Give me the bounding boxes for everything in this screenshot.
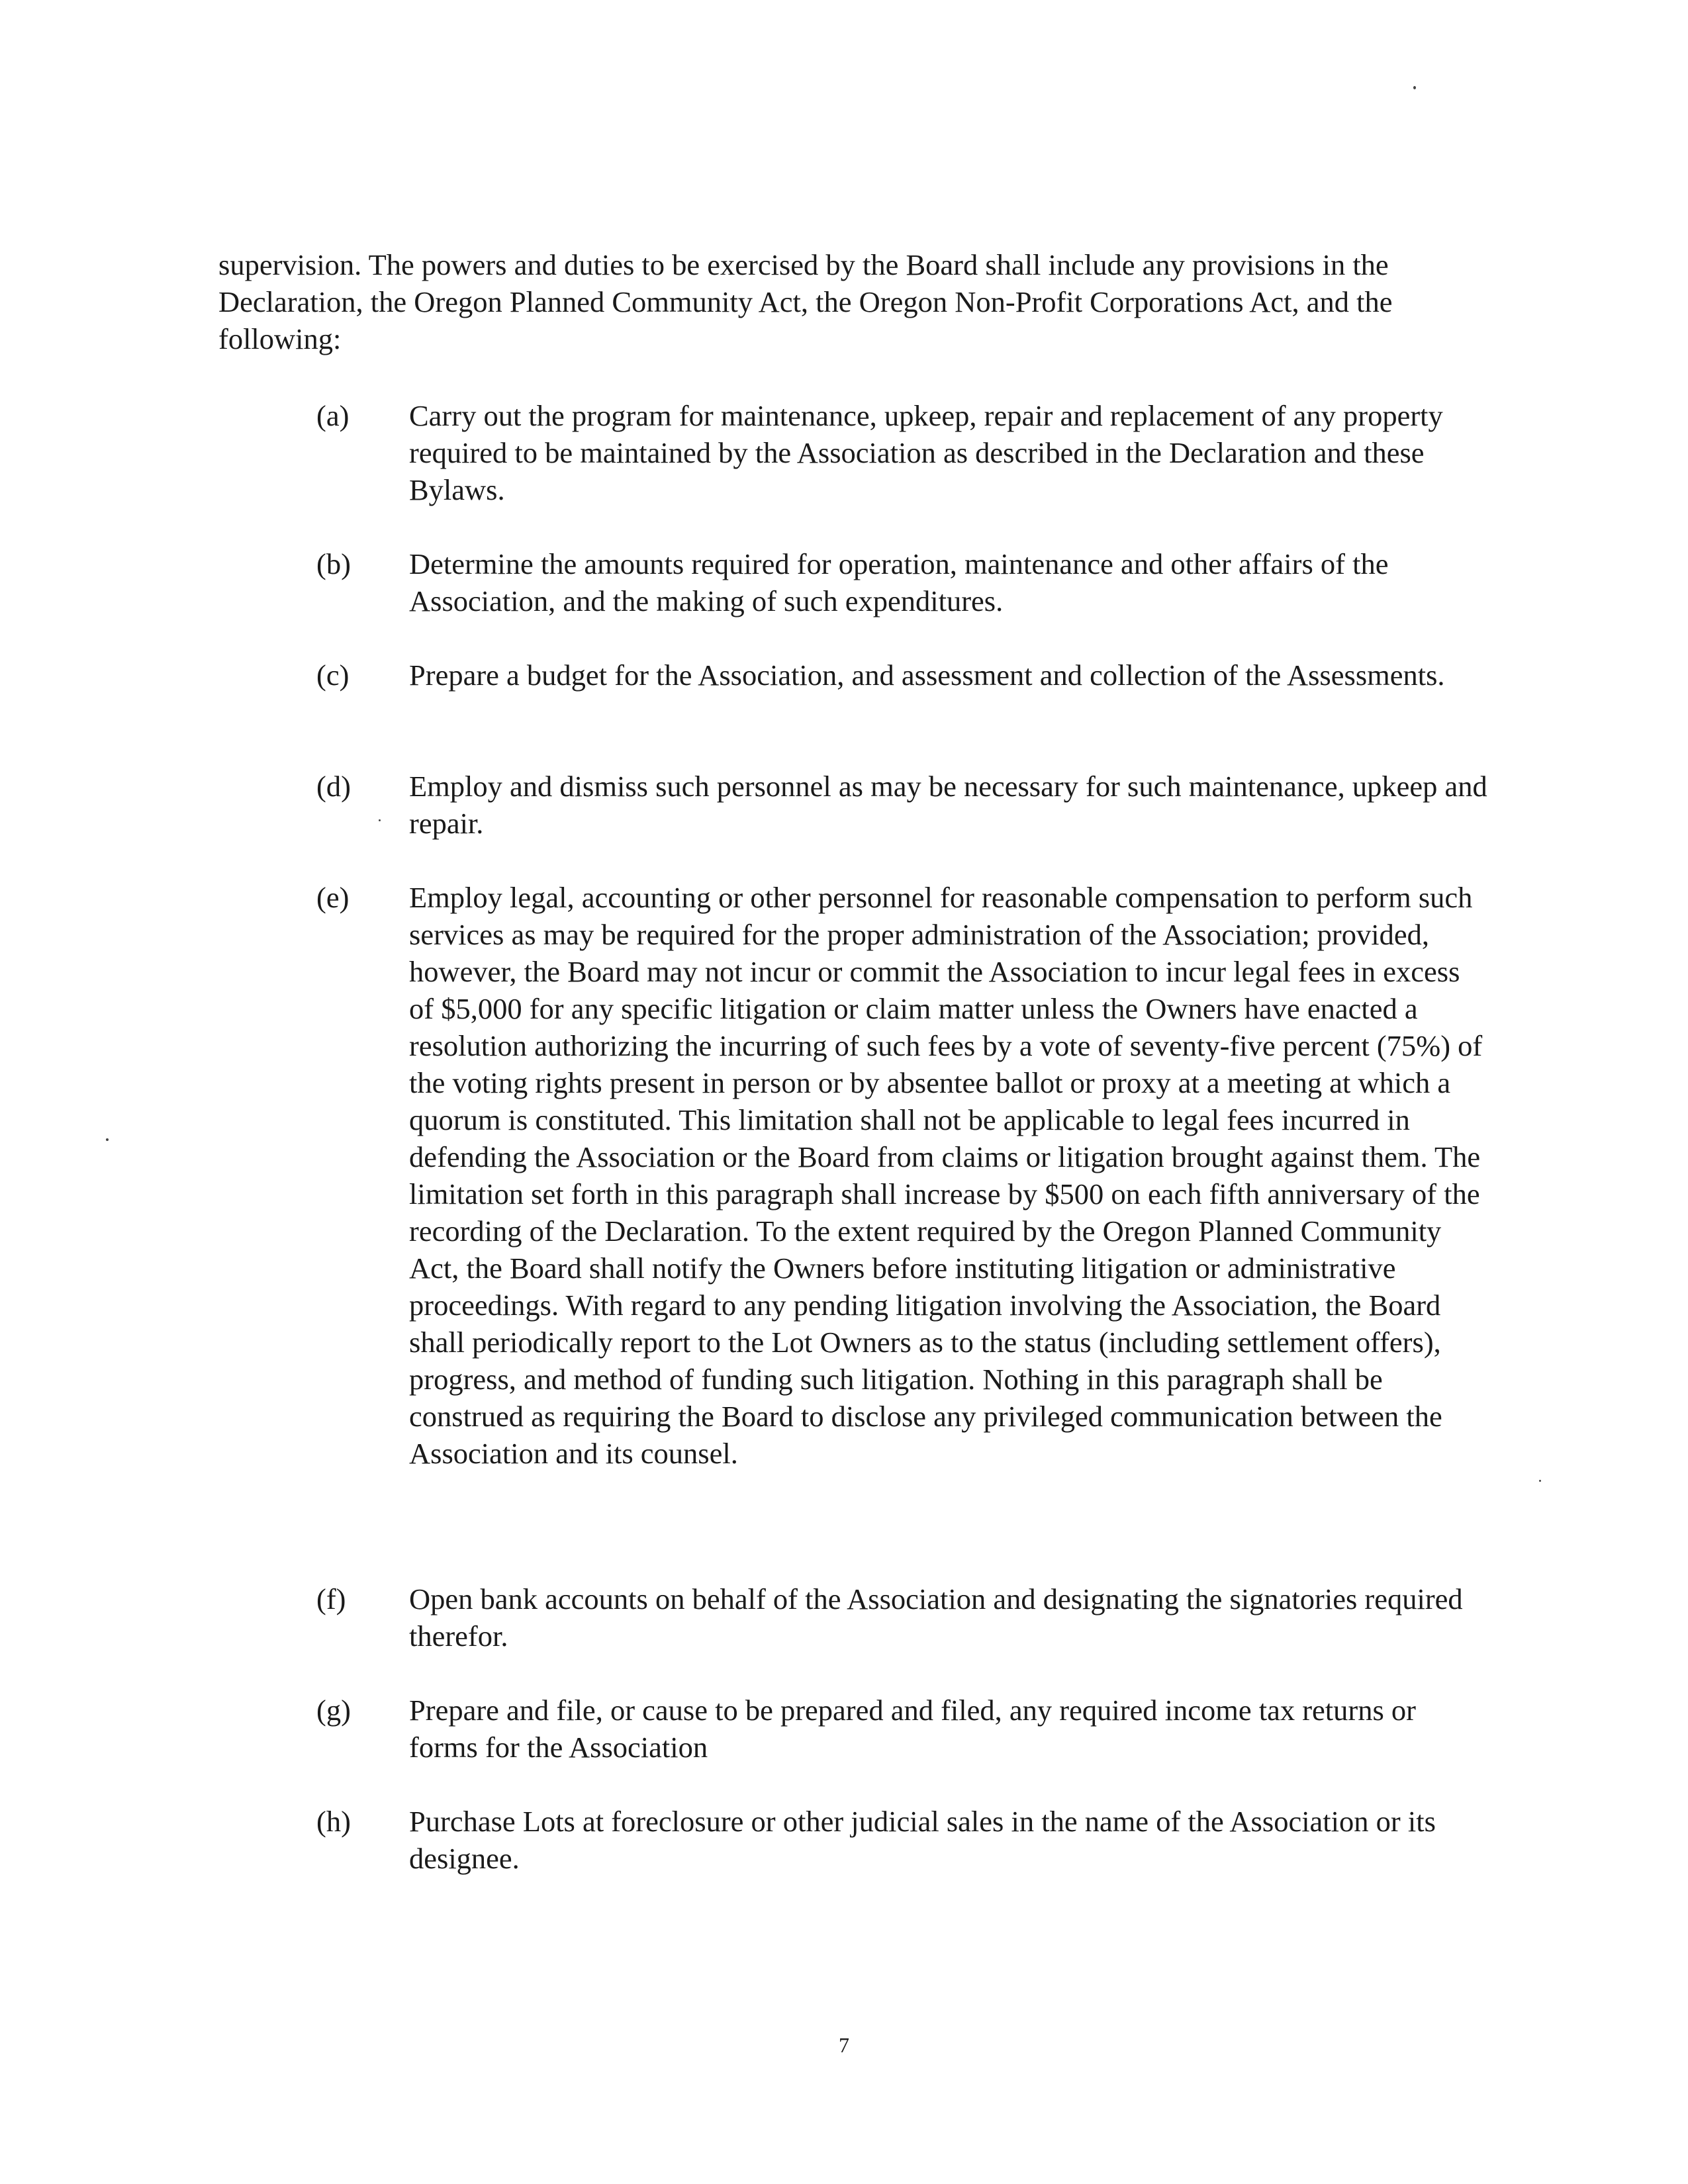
item-label: (b) <box>316 547 351 580</box>
scan-speck <box>1413 86 1416 89</box>
item-text: Employ and dismiss such personnel as may be necessary for such maintenance, upkeep and repair. <box>409 770 1487 840</box>
item-label: (e) <box>316 881 350 914</box>
item-label: (d) <box>316 770 351 803</box>
item-label: (c) <box>316 659 350 692</box>
intro-paragraph: supervision. The powers and duties to be exercised by the Board shall include any provisions in the Declaration, the Oregon Planned Community Act, the Oregon Non-Profit Corporations Act, and the following: <box>218 248 1393 355</box>
scan-speck <box>106 1138 109 1141</box>
item-text: Determine the amounts required for operation, maintenance and other affairs of the Association, and the making of such expenditures. <box>409 547 1389 617</box>
item-text: Carry out the program for maintenance, upkeep, repair and replacement of any property required to be maintained by the Association as described in the Declaration and these Bylaws. <box>409 399 1443 506</box>
item-text: Purchase Lots at foreclosure or other judicial sales in the name of the Association or its designee. <box>409 1805 1436 1875</box>
scan-speck <box>1539 1480 1541 1482</box>
item-label: (g) <box>316 1694 351 1727</box>
item-text: Open bank accounts on behalf of the Association and designating the signatories required therefor. <box>409 1582 1463 1653</box>
scan-speck <box>379 819 381 821</box>
item-text: Prepare and file, or cause to be prepared and filed, any required income tax returns or forms for the Association <box>409 1694 1416 1764</box>
item-label: (a) <box>316 399 350 432</box>
page-number: 7 <box>839 2033 849 2057</box>
item-label: (f) <box>316 1582 346 1615</box>
item-label: (h) <box>316 1805 351 1838</box>
item-text: Prepare a budget for the Association, and assessment and collection of the Assessments. <box>409 659 1445 692</box>
item-text: Employ legal, accounting or other personnel for reasonable compensation to perform such services as may be required for the proper administration of the Association; provided, however, the Board may not incur or commit the Association to incur legal fees in excess of $5,000 for any specific litigation or claim matter unless the Owners have enacted a resolution authorizing the incurring of such fees by a vote of seventy-five percent (75%) of the voting rights present in person or by absentee ballot or proxy at a meeting at which a quorum is constituted. This limitation shall not be applicable to legal fees incurred in defending the Association or the Board from claims or litigation brought against them. The limitation set forth in this paragraph shall increase by $500 on each fifth anniversary of the recording of the Declaration. To the extent required by the Oregon Planned Community Act, the Board shall notify the Owners before instituting litigation or administrative proceedings. With regard to any pending litigation involving the Association, the Board shall periodically report to the Lot Owners as to the status (including settlement offers), progress, and method of funding such litigation. Nothing in this paragraph shall be construed as requiring the Board to disclose any privileged communication between the Association and its counsel. <box>409 881 1483 1470</box>
